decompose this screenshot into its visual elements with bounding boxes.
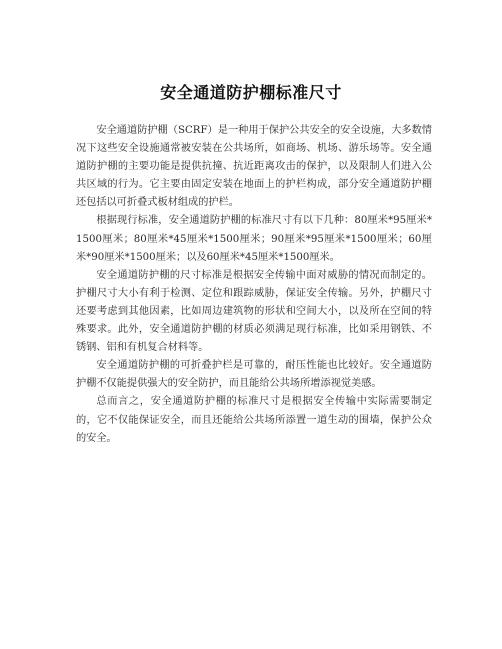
document-title: 安全通道防护棚标准尺寸 xyxy=(160,83,342,102)
paragraph-conclusion: 总而言之，安全通道防护棚的标准尺寸是根据安全传输中实际需要制定的，它不仅能保证安全，而且还能给公共场所添置一道生动的围墙，保护公众的安全。 xyxy=(76,396,432,444)
paragraph-intro: 安全通道防护棚（SCRF）是一种用于保护公共安全的安全设施，大多数情况下这些安全设施通常被安装在公共场所，如商场、机场、游乐场等。安全通道防护棚的主要功能是提供抗撞、抗近距离攻击的保护，以及限制人们进入公共区域的行为。它主要由固定安装在地面上的护栏构成，部分安全通道防护棚还包括以可折叠式板材组成的护栏。 xyxy=(76,125,432,209)
paragraph-standard-sizes: 根据现行标准，安全通道防护棚的标准尺寸有以下几种：80厘米*95厘米*1500厘米；80厘米*45厘米*1500厘米；90厘米*95厘米*1500厘米；60厘米*90厘米*1500厘米；以及60厘米*45厘米*1500厘米。 xyxy=(76,215,432,263)
document-body xyxy=(76,122,432,448)
paragraph-foldable-rail: 安全通道防护棚的可折叠护栏是可靠的，耐压性能也比较好。安全通道防护棚不仅能提供强大的安全防护，而且能给公共场所增添视觉美感。 xyxy=(76,360,432,390)
paragraph-size-rationale: 安全通道防护棚的尺寸标准是根据安全传输中面对威胁的情况而制定的。护棚尺寸大小有利于检测、定位和跟踪威胁，保证安全传输。另外，护棚尺寸还要考虑到其他因素，比如周边建筑物的形状和空间大小，以及所在空间的特殊要求。此外，安全通道防护棚的材质必须满足现行标准，比如采用钢铁、不锈钢、铝和有机复合材料等。 xyxy=(76,269,432,354)
